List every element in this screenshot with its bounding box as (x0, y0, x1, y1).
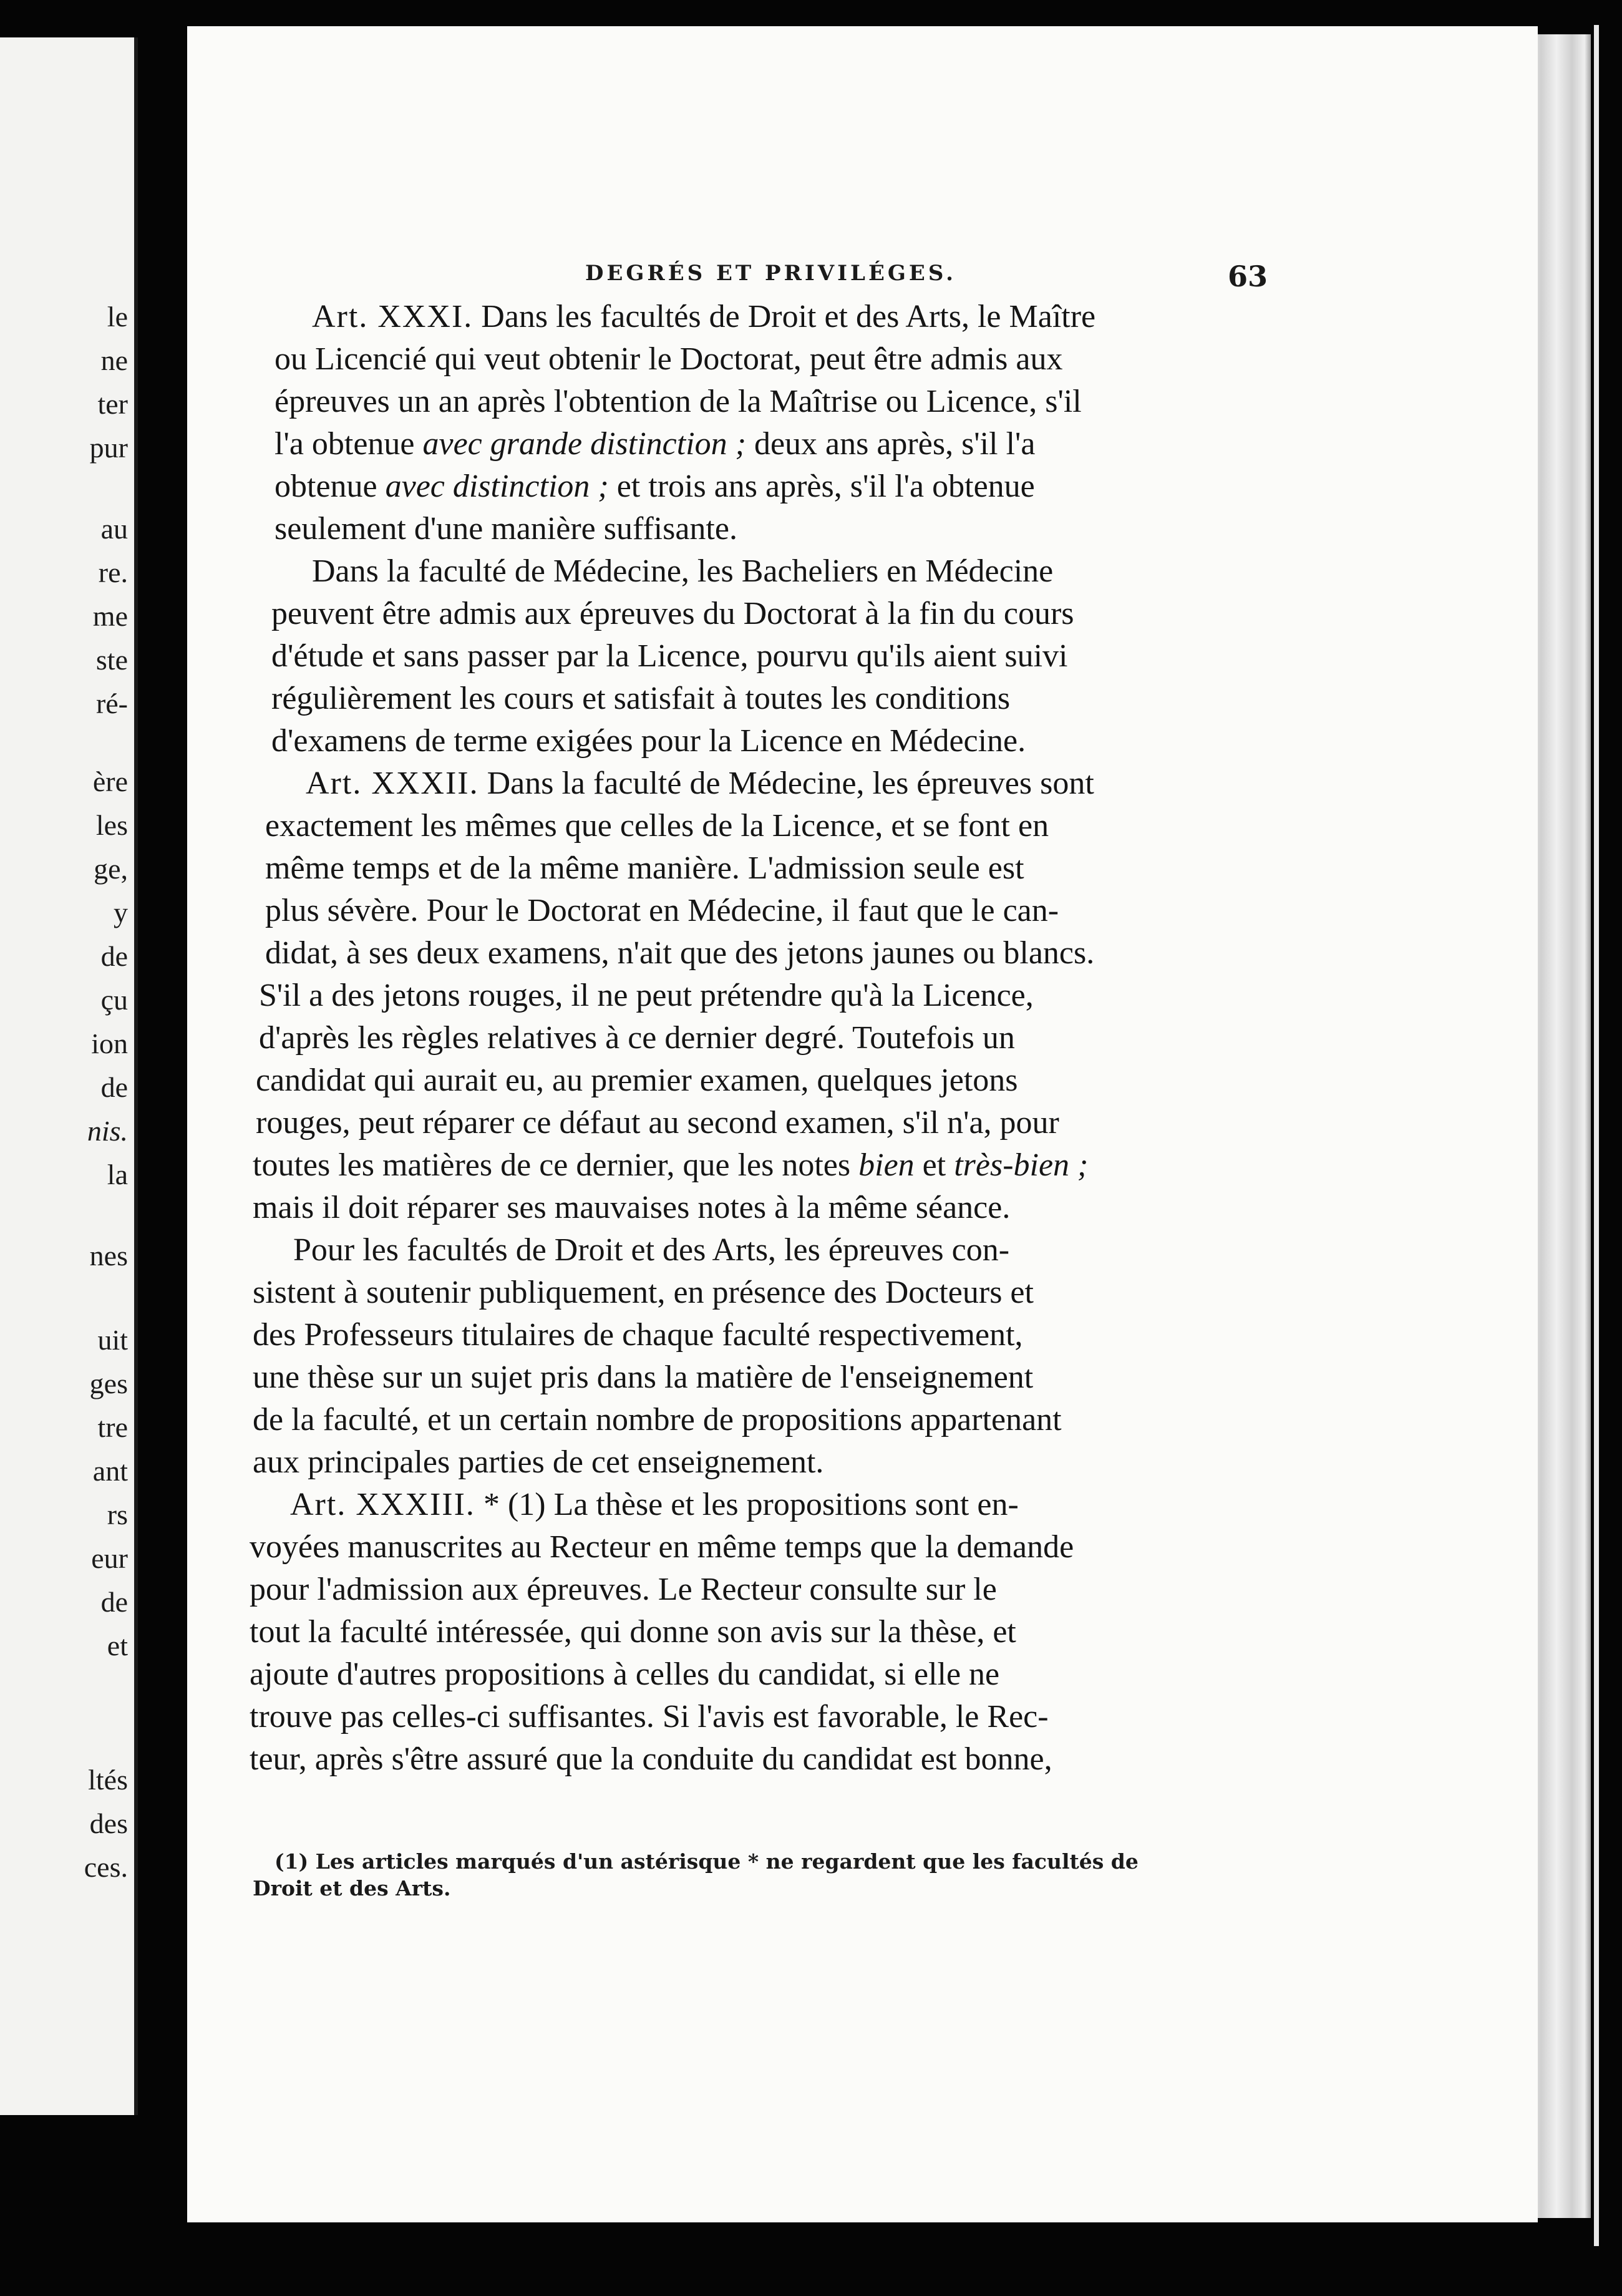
left-fragment: nes (89, 1240, 128, 1272)
text-line (290, 1489, 1019, 1521)
text-line: seulement d'une manière suffisante. (274, 511, 737, 547)
text-line: ajoute d'autres propositions à celles du candidat, si elle ne (250, 1656, 1000, 1692)
text-line: voyées manuscrites au Recteur en même temps que la demande (250, 1529, 1074, 1565)
left-fragment: des (89, 1807, 128, 1839)
left-fragment: ré- (95, 688, 128, 719)
left-fragment: ltés (88, 1764, 128, 1796)
left-fragment: eur (91, 1542, 128, 1574)
left-fragment: de (100, 940, 128, 972)
left-fragment: ère (92, 766, 128, 797)
left-fragment: de (100, 1586, 128, 1618)
text-span: toutes les matières de ce dernier, que les notes (253, 1147, 851, 1183)
text-line: de la faculté, et un certain nombre de propositions appartenant (253, 1402, 1062, 1437)
page-edge-strip (1594, 25, 1599, 2246)
article-label: Art. XXXII. (306, 766, 479, 801)
text-line (312, 301, 1095, 333)
text-line (306, 767, 1094, 800)
text-span: obtenue (274, 469, 377, 504)
left-fragment: rs (107, 1499, 128, 1530)
left-fragment: ant (92, 1455, 128, 1487)
text-line: exactement les mêmes que celles de la Licence, et se font en (265, 808, 1049, 844)
left-fragment: ter (97, 388, 128, 420)
book-page (187, 26, 1538, 2222)
text-line: Dans la faculté de Médecine, les Bacheliers en Médecine (312, 553, 1054, 589)
left-page-fragment (0, 37, 138, 2115)
text-line: une thèse sur un sujet pris dans la matière de l'enseignement (253, 1360, 1034, 1395)
italic-text: avec grande distinction ; (422, 426, 746, 462)
italic-text: avec distinction ; (385, 469, 609, 504)
article-label: Art. XXXI. (312, 299, 473, 334)
text-line (274, 470, 1035, 503)
text-line (274, 428, 1035, 460)
footnote-line: (1) Les articles marqués d'un astérisque * ne regardent que les facultés de (274, 1849, 1139, 1874)
left-fragment: de (100, 1071, 128, 1103)
text-line: rouges, peut réparer ce défaut au second examen, s'il n'a, pour (256, 1105, 1059, 1141)
left-fragment: pur (89, 432, 128, 464)
text-line: d'étude et sans passer par la Licence, pourvu qu'ils aient suivi (271, 638, 1068, 674)
text-line: mais il doit réparer ses mauvaises notes à la même séance. (253, 1190, 1011, 1225)
left-fragment: me (92, 600, 128, 632)
text-line: des Professeurs titulaires de chaque faculté respectivement, (253, 1317, 1023, 1353)
text-line: trouve pas celles-ci suffisantes. Si l'avis est favorable, le Rec- (250, 1699, 1049, 1734)
running-header: DEGRÉS ET PRIVILÉGES. (585, 261, 957, 286)
left-fragment: ges (89, 1368, 128, 1399)
left-fragment: nis. (87, 1115, 128, 1147)
left-fragment: ste (95, 644, 128, 676)
text-line: candidat qui aurait eu, au premier examen, quelques jetons (256, 1063, 1018, 1098)
text-line: didat, à ses deux examens, n'ait que des jetons jaunes ou blancs. (265, 935, 1095, 971)
text-line: pour l'admission aux épreuves. Le Recteur consulte sur le (250, 1572, 997, 1607)
left-fragment: ion (91, 1028, 128, 1059)
text-span: l'a obtenue (274, 426, 415, 462)
text-line: sistent à soutenir publiquement, en présence des Docteurs et (253, 1275, 1034, 1310)
left-fragment: tre (97, 1411, 128, 1443)
text-line: S'il a des jetons rouges, il ne peut prétendre qu'à la Licence, (259, 978, 1034, 1013)
italic-text: très-bien ; (954, 1147, 1089, 1183)
left-fragment: et (107, 1630, 128, 1661)
text-line: d'examens de terme exigées pour la Licence en Médecine. (271, 723, 1026, 759)
left-fragment: les (95, 809, 128, 841)
text-line (253, 1149, 1088, 1182)
left-fragment: ge, (94, 853, 128, 885)
text-line: plus sévère. Pour le Doctorat en Médecine, il faut que le can- (265, 893, 1059, 928)
text-span: deux ans après, s'il l'a (754, 426, 1036, 462)
text-line: teur, après s'être assuré que la conduite du candidat est bonne, (250, 1741, 1052, 1777)
left-fragment: la (107, 1159, 128, 1190)
left-fragment: uit (97, 1324, 128, 1356)
left-fragment: au (100, 513, 128, 545)
text-line: ou Licencié qui veut obtenir le Doctorat, peut être admis aux (274, 341, 1063, 377)
text-span: Dans les facultés de Droit et des Arts, le Maître (481, 299, 1096, 334)
text-span: et trois ans après, s'il l'a obtenue (616, 469, 1035, 504)
left-fragment: ne (100, 344, 128, 376)
left-fragment: re. (98, 557, 128, 588)
left-fragment: çu (100, 984, 128, 1016)
page-number: 63 (1228, 260, 1268, 293)
footnote-line: Droit et des Arts. (253, 1876, 451, 1900)
left-fragment: ces. (84, 1851, 128, 1883)
text-span: Dans la faculté de Médecine, les épreuves sont (487, 766, 1094, 801)
text-span: et (922, 1147, 946, 1183)
text-line: aux principales parties de cet enseignement. (253, 1444, 824, 1480)
text-line: tout la faculté intéressée, qui donne son avis sur la thèse, et (250, 1614, 1016, 1650)
article-label: Art. XXXIII. (290, 1487, 475, 1522)
text-line: épreuves un an après l'obtention de la Maîtrise ou Licence, s'il (274, 384, 1082, 419)
text-line: Pour les facultés de Droit et des Arts, les épreuves con- (293, 1232, 1010, 1268)
text-line: même temps et de la même manière. L'admission seule est (265, 850, 1024, 886)
text-line: peuvent être admis aux épreuves du Doctorat à la fin du cours (271, 596, 1074, 631)
italic-text: bien (858, 1147, 915, 1183)
left-fragment: le (107, 301, 128, 333)
text-line: d'après les règles relatives à ce dernier degré. Toutefois un (259, 1020, 1015, 1056)
left-fragment: y (114, 897, 128, 928)
text-line: régulièrement les cours et satisfait à toutes les conditions (271, 681, 1011, 716)
text-span: * (1) La thèse et les propositions sont en- (483, 1487, 1019, 1522)
